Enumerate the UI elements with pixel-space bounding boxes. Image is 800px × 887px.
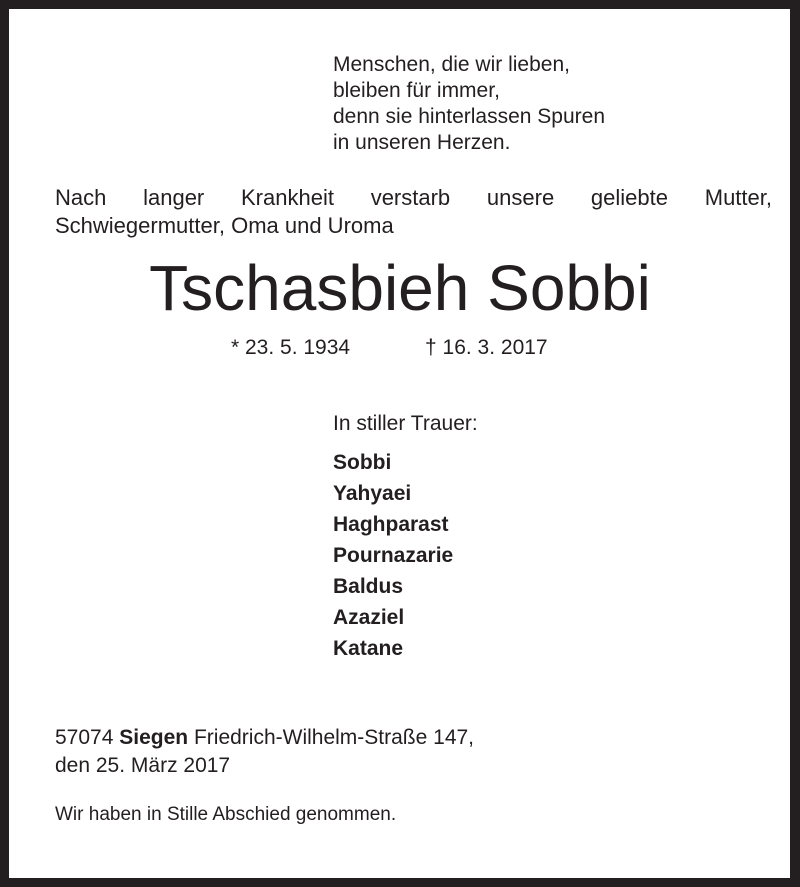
family-name: Sobbi <box>333 451 392 474</box>
street: Friedrich-Wilhelm-Straße 147, <box>193 726 475 749</box>
family-name: Pournazarie <box>333 544 454 567</box>
closing-note: Wir haben in Stille Abschied genommen. <box>55 804 397 825</box>
death-date: † 16. 3. 2017 <box>425 336 548 359</box>
family-name: Baldus <box>333 575 404 598</box>
deceased-name: Tschasbieh Sobbi <box>149 252 651 324</box>
intro-line-1: Nach langer Krankheit verstarb unsere geliebte Mutter, <box>55 185 772 210</box>
notice-date: den 25. März 2017 <box>55 754 231 777</box>
family-name: Azaziel <box>333 606 405 629</box>
family-name: Katane <box>333 637 404 660</box>
intro-line-2: Schwiegermutter, Oma und Uroma <box>55 213 394 238</box>
motto-line: Menschen, die wir lieben, <box>333 53 570 76</box>
family-name: Haghparast <box>333 513 449 536</box>
mourning-label: In stiller Trauer: <box>333 412 478 435</box>
zip-code: 57074 <box>55 726 114 749</box>
birth-date: * 23. 5. 1934 <box>231 336 351 359</box>
motto-line: in unseren Herzen. <box>333 131 511 154</box>
address-block <box>55 724 474 780</box>
motto-line: denn sie hinterlassen Spuren <box>333 105 606 128</box>
motto-verse <box>333 52 605 156</box>
intro-text <box>55 184 772 240</box>
city: Siegen <box>119 726 189 749</box>
family-list <box>333 447 453 664</box>
family-name: Yahyaei <box>333 482 412 505</box>
motto-line: bleiben für immer, <box>333 79 500 102</box>
